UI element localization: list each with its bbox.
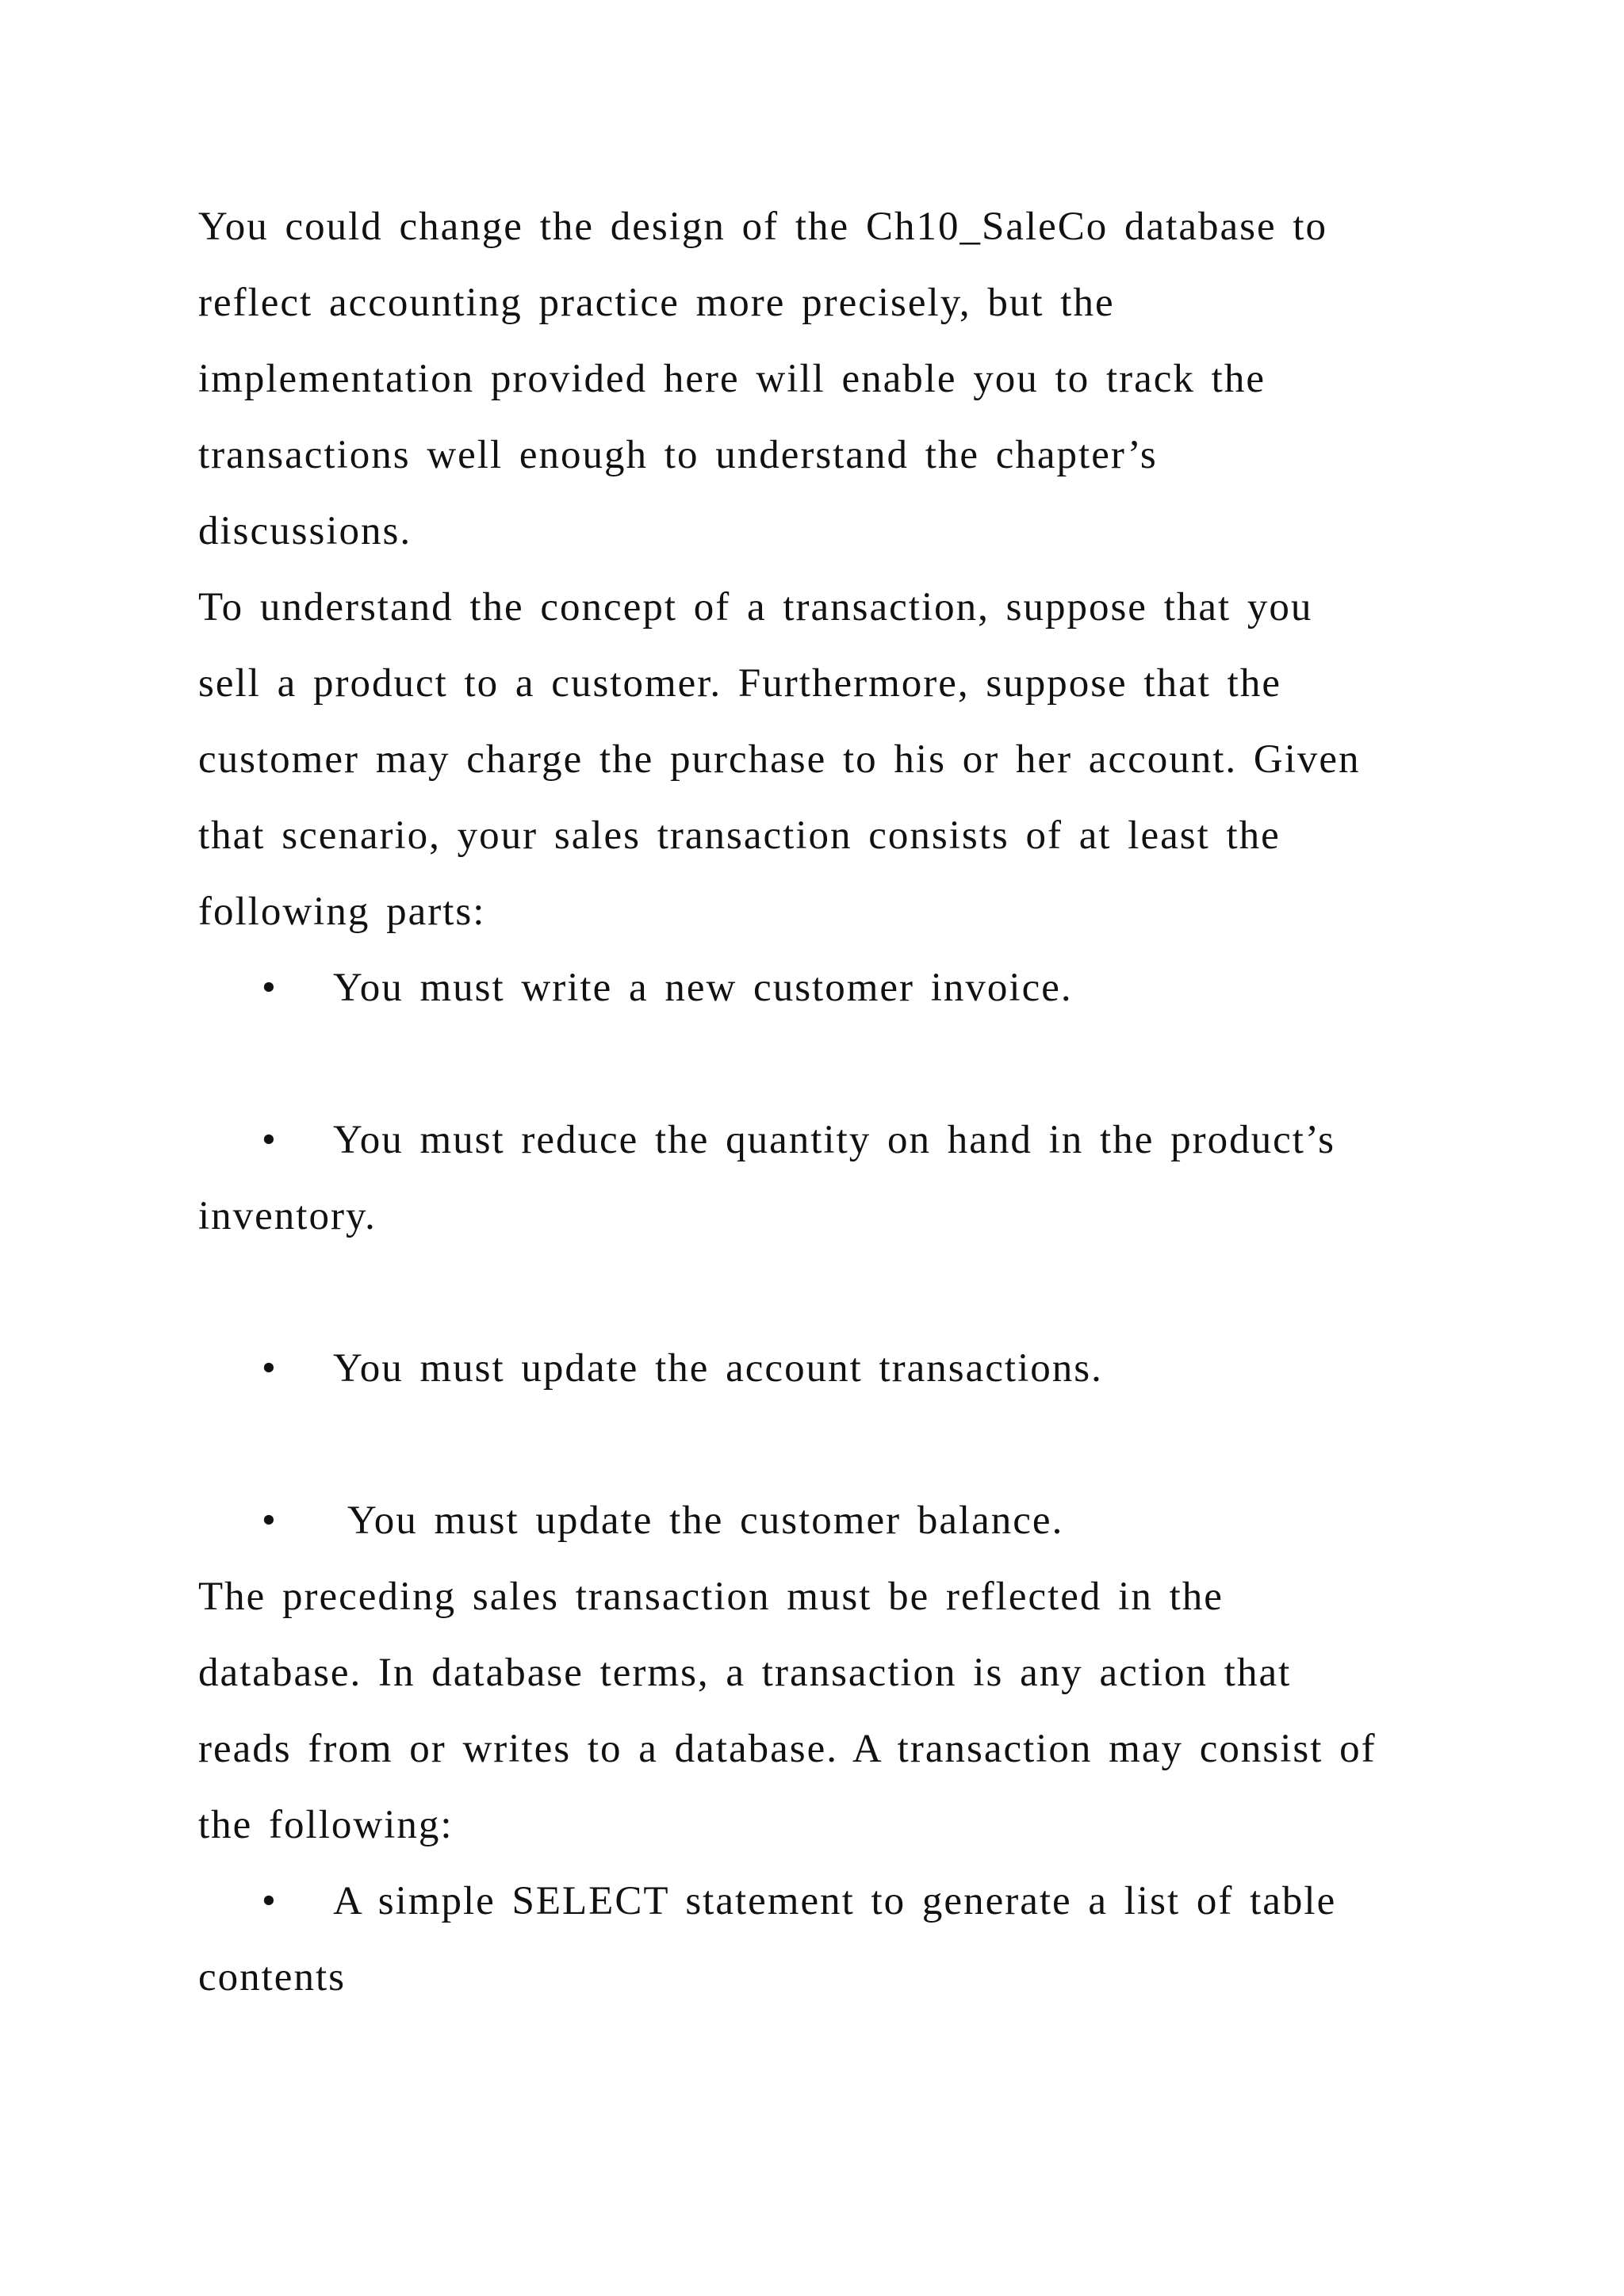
bullet-item [198, 1102, 1435, 1178]
bullet-item [198, 1483, 1435, 1559]
text-line: To understand the concept of a transaction, suppose that you [198, 585, 1313, 629]
text-line: You could change the design of the Ch10_SaleCo database to [198, 205, 1328, 249]
text-line: database. In database terms, a transaction is any action that [198, 1651, 1292, 1695]
text-line: The preceding sales transaction must be reflected in the [198, 1575, 1224, 1619]
bullet-text: A simple SELECT statement to generate a list of table [333, 1879, 1337, 1923]
paragraph-transaction-definition [198, 1559, 1435, 1863]
text-line: reads from or writes to a database. A transaction may consist of [198, 1727, 1377, 1771]
text-line: implementation provided here will enable you to track the [198, 357, 1266, 401]
text-line: following parts: [198, 890, 486, 934]
paragraph-transaction-concept [198, 569, 1435, 950]
document-body [198, 189, 1435, 2015]
text-line: customer may charge the purchase to his or her account. Given [198, 737, 1361, 782]
bullet-text: You must update the account transactions. [333, 1346, 1103, 1391]
bullet-continuation: inventory. [198, 1194, 377, 1238]
spacer [198, 1026, 1435, 1102]
text-line: the following: [198, 1803, 454, 1847]
text-line: reflect accounting practice more precisely, but the [198, 281, 1115, 325]
bullet-text: You must write a new customer invoice. [333, 966, 1073, 1010]
bullet-icon: • [262, 1346, 278, 1391]
spacer [198, 1254, 1435, 1330]
bullet-item [198, 1330, 1435, 1406]
bullet-item [198, 950, 1435, 1026]
bullet-list-transaction-types [198, 1863, 1435, 2015]
bullet-text: You must update the customer balance. [347, 1498, 1064, 1543]
text-line: that scenario, your sales transaction consists of at least the [198, 813, 1281, 858]
bullet-list-sales-parts [198, 950, 1435, 1559]
bullet-icon: • [262, 1118, 278, 1162]
text-line: sell a product to a customer. Furthermore, suppose that the [198, 661, 1281, 706]
bullet-icon: • [262, 966, 278, 1010]
bullet-icon: • [262, 1879, 278, 1923]
text-line: transactions well enough to understand the chapter’s [198, 433, 1158, 477]
spacer [198, 1406, 1435, 1483]
bullet-item [198, 1863, 1435, 1939]
paragraph-design-note [198, 189, 1435, 569]
bullet-text: You must reduce the quantity on hand in the product’s [333, 1118, 1335, 1162]
bullet-continuation: contents [198, 1955, 346, 1999]
bullet-icon: • [262, 1498, 278, 1543]
text-line: discussions. [198, 509, 412, 553]
